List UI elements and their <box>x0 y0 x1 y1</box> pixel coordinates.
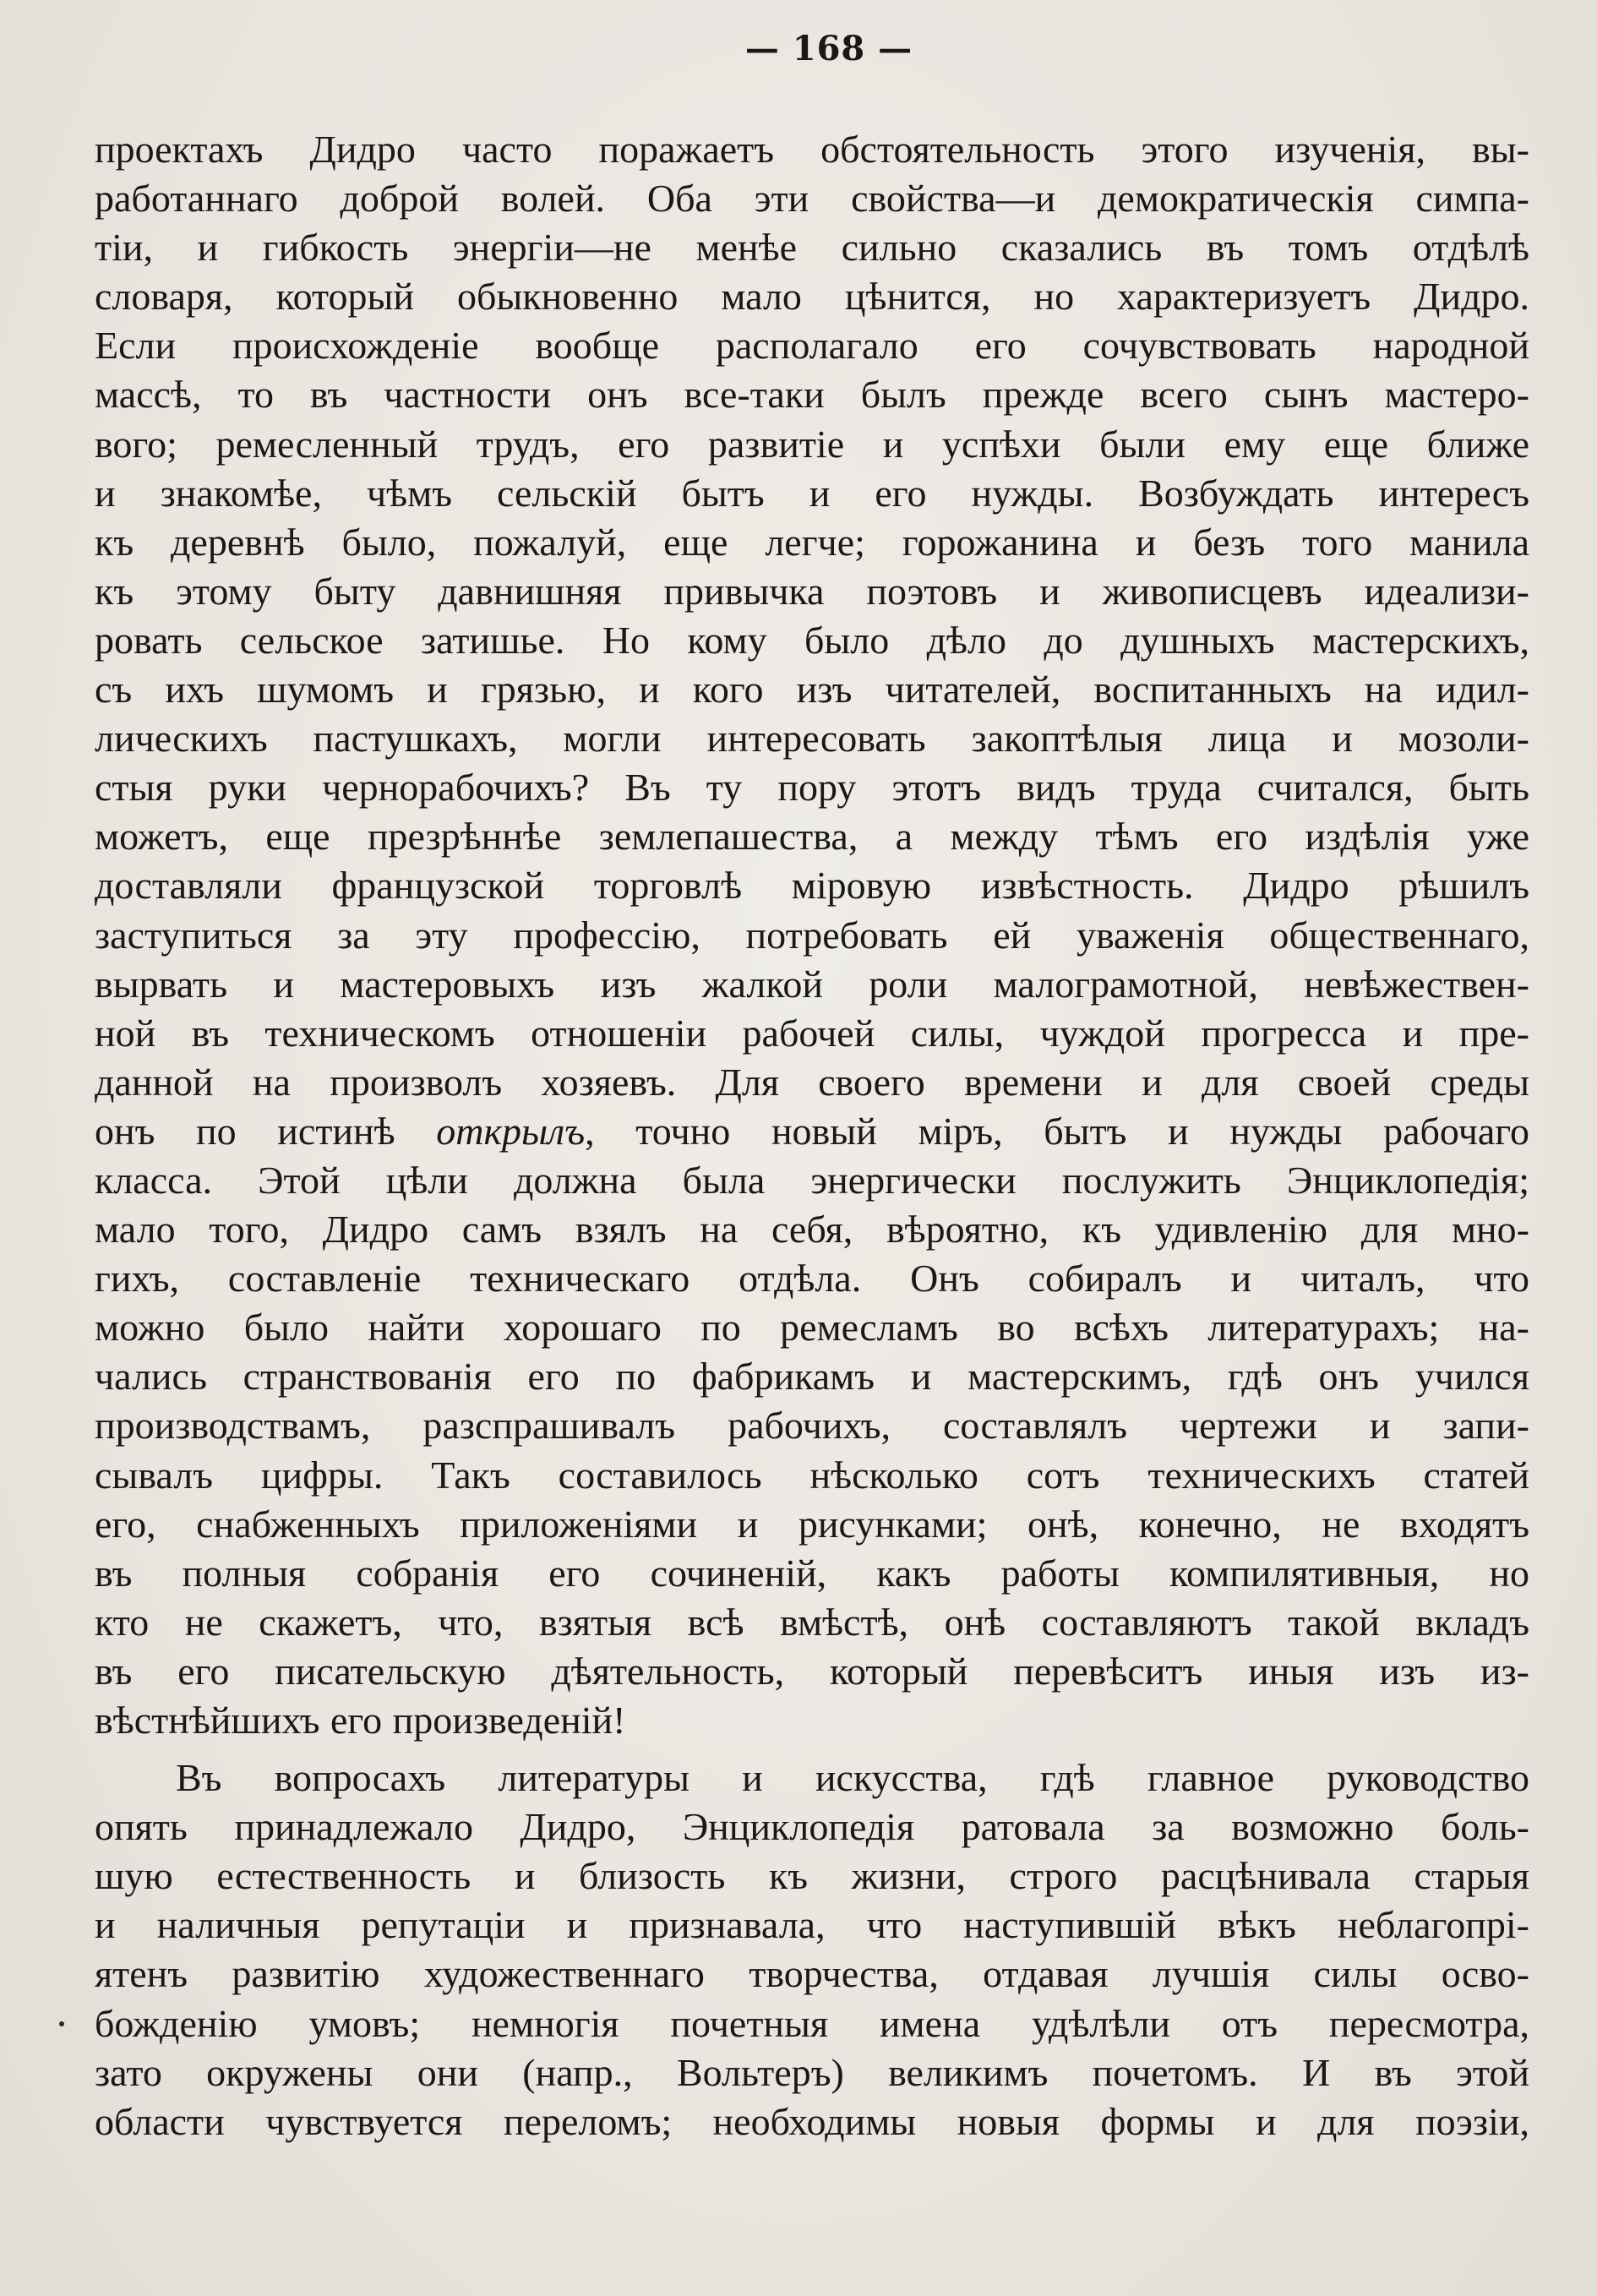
text-line: можно было найти хорошаго по ремесламъ во всѣхъ литературахъ; на- <box>95 1306 1529 1350</box>
paragraph-1 <box>95 125 1529 1745</box>
text-line: кто не скажетъ, что, взятыя всѣ вмѣстѣ, онѣ составляютъ такой вкладъ <box>95 1600 1529 1644</box>
text-line: опять принадлежало Дидро, Энциклопедія ратовала за возможно боль- <box>95 1805 1529 1849</box>
text-line: массѣ, то въ частности онъ все-таки былъ прежде всего сынъ мастеро- <box>95 373 1529 417</box>
text-line: стыя руки чернорабочихъ? Въ ту пору этотъ видъ труда считался, быть <box>95 766 1529 810</box>
text-line: въ его писательскую дѣятельность, который перевѣситъ иныя изъ из- <box>95 1649 1529 1693</box>
text-line: шую естественность и близость къ жизни, строго расцѣнивала старыя <box>95 1854 1529 1898</box>
paragraph-2 <box>95 1753 1529 2146</box>
page-number: — 168 — <box>744 29 913 68</box>
text-line: вого; ремесленный трудъ, его развитіе и успѣхи были ему еще ближе <box>95 422 1529 466</box>
text-line: области чувствуется переломъ; необходимы новыя формы и для поэзіи, <box>95 2099 1529 2143</box>
text-line: его, снабженныхъ приложеніями и рисунками; онѣ, конечно, не входятъ <box>95 1502 1529 1546</box>
text-line: Если происхожденіе вообще располагало его сочувствовать народной <box>95 324 1529 368</box>
text-line: и наличныя репутаціи и признавала, что наступившій вѣкъ неблагопрі- <box>95 1903 1529 1947</box>
text-line: ровать сельское затишье. Но кому было дѣло до душныхъ мастерскихъ, <box>95 618 1529 662</box>
text-line: словаря, который обыкновенно мало цѣнится, но характеризуетъ Дидро. <box>95 275 1529 319</box>
text-line: вѣстнѣйшихъ его произведеній! <box>95 1699 626 1742</box>
text-line: проектахъ Дидро часто поражаетъ обстоятельность этого изученія, вы- <box>95 128 1529 171</box>
text-line: производствамъ, разспрашивалъ рабочихъ, составлялъ чертежи и запи- <box>95 1404 1529 1448</box>
text-line: зато окружены они (напр., Вольтеръ) великимъ почетомъ. И въ этой <box>95 2050 1529 2094</box>
text-line-with-italic: онъ по истинѣ открылъ, точно новый міръ, бытъ и нужды рабочаго <box>95 1109 1529 1153</box>
text-line: гихъ, составленіе техническаго отдѣла. Онъ собиралъ и читалъ, что <box>95 1257 1529 1301</box>
text-line: къ этому быту давнишняя привычка поэтовъ и живописцевъ идеализи- <box>95 569 1529 613</box>
text-line: къ деревнѣ было, пожалуй, еще легче; горожанина и безъ того манила <box>95 520 1529 564</box>
margin-ink-dot <box>59 2021 64 2026</box>
text-line: заступиться за эту профессію, потребовать ей уваженія общественнаго, <box>95 913 1529 957</box>
text-line: можетъ, еще презрѣннѣе землепашества, а между тѣмъ его издѣлія уже <box>95 815 1529 859</box>
text-line: класса. Этой цѣли должна была энергически послужить Энциклопедія; <box>95 1158 1529 1202</box>
text-line: чались странствованія его по фабрикамъ и мастерскимъ, гдѣ онъ учился <box>95 1355 1529 1399</box>
text-line: работаннаго доброй волей. Оба эти свойства—и демократическія симпа- <box>95 177 1529 221</box>
text-line: Въ вопросахъ литературы и искусства, гдѣ главное руководство <box>176 1756 1529 1800</box>
text-line: сывалъ цифры. Такъ составилось нѣсколько сотъ техническихъ статей <box>95 1453 1529 1497</box>
text-line: вырвать и мастеровыхъ изъ жалкой роли малограмотной, невѣжествен- <box>95 962 1529 1006</box>
text-line: лическихъ пастушкахъ, могли интересовать закоптѣлыя лица и мозоли- <box>95 717 1529 761</box>
page-body <box>95 125 1529 2146</box>
text-line: доставляли французской торговлѣ міровую извѣстность. Дидро рѣшилъ <box>95 864 1529 908</box>
text-line: ятенъ развитію художественнаго творчества, отдавая лучшія силы осво- <box>95 1952 1529 1996</box>
text-line: съ ихъ шумомъ и грязью, и кого изъ читателей, воспитанныхъ на идил- <box>95 668 1529 712</box>
text-line: божденію умовъ; немногія почетныя имена удѣлѣли отъ пересмотра, <box>95 2001 1529 2045</box>
text-line: въ полныя собранія его сочиненій, какъ работы компилятивныя, но <box>95 1551 1529 1595</box>
text-line: тіи, и гибкость энергіи—не менѣе сильно сказались въ томъ отдѣлѣ <box>95 226 1529 270</box>
text-line: мало того, Дидро самъ взялъ на себя, вѣроятно, къ удивленію для мно- <box>95 1208 1529 1252</box>
text-line: данной на произволъ хозяевъ. Для своего времени и для своей среды <box>95 1060 1529 1104</box>
text-line: и знакомѣе, чѣмъ сельскій бытъ и его нужды. Возбуждать интересъ <box>95 471 1529 515</box>
italic-word: открылъ <box>436 1109 586 1153</box>
text-line: ной въ техническомъ отношеніи рабочей силы, чуждой прогресса и пре- <box>95 1011 1529 1055</box>
